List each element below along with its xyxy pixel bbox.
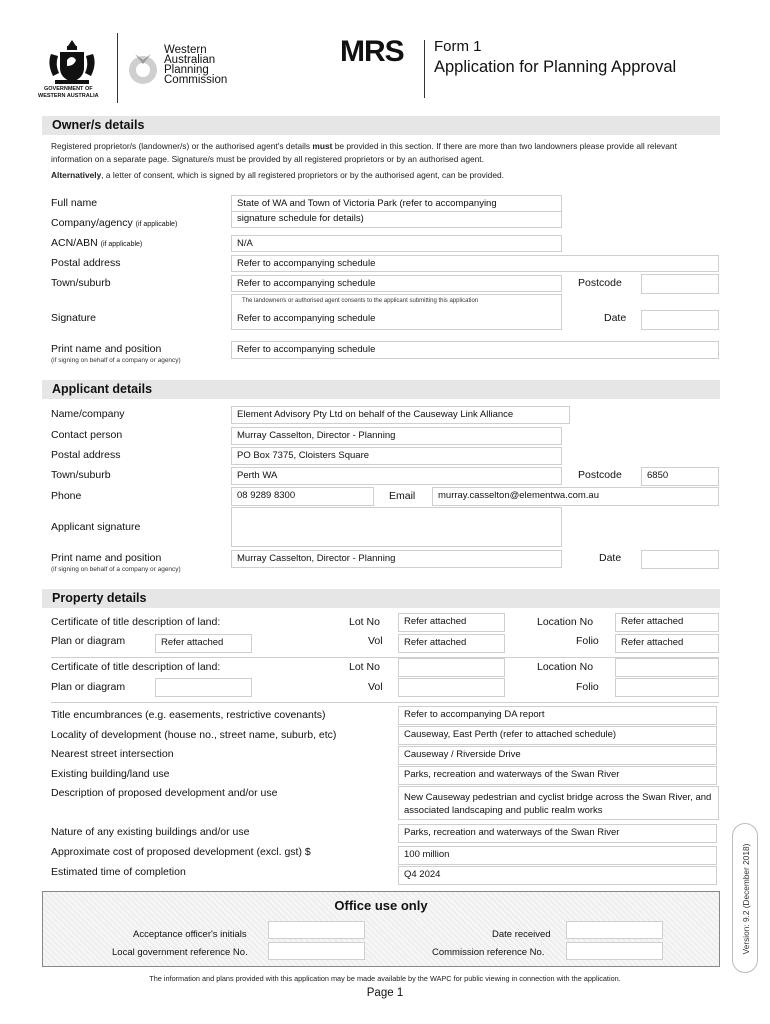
applicant-print-label: Print name and position bbox=[51, 552, 162, 564]
applicant-name-field[interactable]: Element Advisory Pty Ltd on behalf of the Causeway Link Alliance bbox=[231, 406, 570, 424]
nature-label: Nature of any existing buildings and/or use bbox=[51, 826, 250, 838]
form-title: Application for Planning Approval bbox=[434, 58, 677, 76]
completion-field[interactable]: Q4 2024 bbox=[398, 866, 717, 885]
email-label: Email bbox=[389, 490, 416, 502]
applicant-postcode-label: Postcode bbox=[578, 469, 622, 481]
owner-company-field[interactable]: signature schedule for details) bbox=[231, 211, 562, 228]
owners-para2-b: , a letter of consent, which is signed by all registered proprietors or by the authorised agent, can be provided. bbox=[101, 170, 504, 180]
owner-date-field[interactable] bbox=[641, 310, 719, 330]
applicant-print-note: (if signing on behalf of a company or agency) bbox=[51, 566, 181, 573]
contact-label: Contact person bbox=[51, 429, 123, 441]
company-label bbox=[51, 217, 177, 229]
applicant-postal-field[interactable]: PO Box 7375, Cloisters Square bbox=[231, 447, 562, 465]
cert-title-label-2: Certificate of title description of land: bbox=[51, 661, 221, 673]
property-section-heading: Property details bbox=[42, 589, 720, 608]
owners-section-heading: Owner/s details bbox=[42, 116, 720, 135]
owners-para1-must: must bbox=[312, 141, 333, 151]
title-divider bbox=[424, 40, 425, 98]
local-gov-ref-label: Local government reference No. bbox=[112, 947, 248, 958]
folio-field-2[interactable] bbox=[615, 678, 719, 697]
owner-print-note: (if signing on behalf of a company or agency) bbox=[51, 357, 181, 364]
applicant-town-field[interactable]: Perth WA bbox=[231, 467, 562, 485]
owner-signature-label: Signature bbox=[51, 312, 96, 324]
wapc-name-line3: Planning bbox=[164, 64, 209, 76]
wapc-name bbox=[164, 45, 227, 85]
owner-postcode-label: Postcode bbox=[578, 277, 622, 289]
folio-label-2: Folio bbox=[576, 681, 599, 693]
applicant-date-field[interactable] bbox=[641, 550, 719, 569]
owner-postal-field[interactable]: Refer to accompanying schedule bbox=[231, 255, 719, 272]
gov-line2: WESTERN AUSTRALIA bbox=[38, 93, 99, 99]
applicant-signature-field[interactable] bbox=[231, 507, 562, 547]
acn-label-text: ACN/ABN bbox=[51, 237, 98, 249]
applicant-print-field[interactable]: Murray Casselton, Director - Planning bbox=[231, 550, 562, 568]
owner-postal-label: Postal address bbox=[51, 257, 121, 269]
owner-town-field[interactable]: Refer to accompanying schedule bbox=[231, 275, 562, 292]
commission-ref-label: Commission reference No. bbox=[432, 947, 545, 958]
header-divider bbox=[117, 33, 118, 103]
owner-print-label: Print name and position bbox=[51, 343, 162, 355]
completion-label: Estimated time of completion bbox=[51, 866, 186, 878]
applicant-postcode-field[interactable]: 6850 bbox=[641, 467, 719, 486]
phone-label: Phone bbox=[51, 490, 82, 502]
plan-label-2: Plan or diagram bbox=[51, 681, 126, 693]
header bbox=[0, 0, 770, 110]
owner-postcode-field[interactable] bbox=[641, 274, 719, 294]
locality-field[interactable]: Causeway, East Perth (refer to attached schedule) bbox=[398, 726, 717, 745]
vol-field-2[interactable] bbox=[398, 678, 505, 697]
wapc-name-line1: Western bbox=[164, 44, 207, 56]
location-label-1: Location No bbox=[537, 616, 594, 628]
cert-title-label-1: Certificate of title description of land: bbox=[51, 616, 221, 628]
description-field[interactable]: New Causeway pedestrian and cyclist bridge across the Swan River, and associated landscaping and public realm works bbox=[398, 786, 719, 820]
acceptance-label: Acceptance officer's initials bbox=[133, 929, 247, 940]
vol-label-1: Vol bbox=[368, 635, 383, 647]
date-received-label: Date received bbox=[492, 929, 551, 940]
plan-field-1[interactable]: Refer attached bbox=[155, 634, 252, 653]
version-tab bbox=[732, 823, 758, 973]
encumbrances-field[interactable]: Refer to accompanying DA report bbox=[398, 706, 717, 725]
wapc-name-line4: Commission bbox=[164, 74, 228, 86]
local-gov-ref-field[interactable] bbox=[268, 942, 365, 960]
applicant-date-label: Date bbox=[599, 552, 622, 564]
lot-label-1: Lot No bbox=[349, 616, 380, 628]
contact-field[interactable]: Murray Casselton, Director - Planning bbox=[231, 427, 562, 445]
existing-use-label: Existing building/land use bbox=[51, 768, 170, 780]
version-text: Version: 9.2 (December 2018) bbox=[741, 843, 751, 955]
locality-label: Locality of development (house no., street name, suburb, etc) bbox=[51, 729, 337, 741]
owners-instructions bbox=[51, 140, 716, 166]
vol-label-2: Vol bbox=[368, 681, 383, 693]
acn-label-note: (if applicable) bbox=[100, 241, 143, 248]
intersection-field[interactable]: Causeway / Riverside Drive bbox=[398, 746, 717, 765]
date-received-field[interactable] bbox=[566, 921, 663, 939]
owner-signature-field[interactable] bbox=[231, 294, 562, 330]
commission-ref-field[interactable] bbox=[566, 942, 663, 960]
office-use-box bbox=[42, 891, 720, 967]
existing-use-field[interactable]: Parks, recreation and waterways of the Swan River bbox=[398, 766, 717, 785]
gov-line1: GOVERNMENT OF bbox=[44, 86, 93, 92]
location-label-2: Location No bbox=[537, 661, 594, 673]
owners-alternative-note bbox=[51, 169, 716, 182]
location-field-1[interactable]: Refer attached bbox=[615, 613, 719, 632]
description-label: Description of proposed development and/or use bbox=[51, 787, 278, 799]
owner-signature-value: Refer to accompanying schedule bbox=[237, 313, 376, 324]
folio-label-1: Folio bbox=[576, 635, 599, 647]
cost-label: Approximate cost of proposed development (excl. gst) $ bbox=[51, 846, 311, 858]
owner-date-label: Date bbox=[604, 312, 627, 324]
lot-field-1[interactable]: Refer attached bbox=[398, 613, 505, 632]
wapc-logo-icon bbox=[125, 48, 161, 88]
owners-para1-b: be provided in this section. If there are more than two landowners please provide all relevant information on a separate page. Signature/s must be provided by all registered proprietors or by an authorised agent. bbox=[51, 141, 677, 164]
owner-full-name-field[interactable]: State of WA and Town of Victoria Park (refer to accompanying bbox=[231, 195, 562, 212]
property-details-divider bbox=[51, 702, 719, 703]
company-label-text: Company/agency bbox=[51, 217, 133, 229]
consent-note: The landowner/s or authorised agent consents to the applicant submitting this application bbox=[242, 298, 479, 304]
plan-label-1: Plan or diagram bbox=[51, 635, 126, 647]
phone-field[interactable]: 08 9289 8300 bbox=[231, 487, 374, 506]
office-use-heading: Office use only bbox=[334, 898, 428, 913]
acceptance-field[interactable] bbox=[268, 921, 365, 939]
lot-field-2[interactable] bbox=[398, 658, 505, 677]
location-field-2[interactable] bbox=[615, 658, 719, 677]
lot-label-2: Lot No bbox=[349, 661, 380, 673]
email-field[interactable]: murray.casselton@elementwa.com.au bbox=[432, 487, 719, 506]
folio-field-1[interactable]: Refer attached bbox=[615, 634, 719, 653]
owner-print-field[interactable]: Refer to accompanying schedule bbox=[231, 341, 719, 359]
intersection-label: Nearest street intersection bbox=[51, 748, 174, 760]
form-number: Form 1 bbox=[434, 38, 482, 55]
owner-acn-field[interactable]: N/A bbox=[231, 235, 562, 252]
cost-field[interactable]: 100 million bbox=[398, 846, 717, 865]
encumbrances-label: Title encumbrances (e.g. easements, restrictive covenants) bbox=[51, 709, 326, 721]
plan-field-2[interactable] bbox=[155, 678, 252, 697]
applicant-postal-label: Postal address bbox=[51, 449, 121, 461]
owners-para2-alt: Alternatively bbox=[51, 170, 102, 180]
owners-para1-a: Registered proprietor/s (landowner/s) or the authorised agent's details bbox=[51, 141, 313, 151]
applicant-section-heading: Applicant details bbox=[42, 380, 720, 399]
vol-field-1[interactable]: Refer attached bbox=[398, 634, 505, 653]
nature-field[interactable]: Parks, recreation and waterways of the Swan River bbox=[398, 824, 717, 843]
acn-label bbox=[51, 237, 142, 249]
applicant-town-label: Town/suburb bbox=[51, 469, 111, 481]
wa-government-crest-icon bbox=[45, 38, 99, 86]
full-name-label: Full name bbox=[51, 197, 98, 209]
wapc-name-line2: Australian bbox=[164, 54, 216, 66]
page-number: Page 1 bbox=[366, 987, 404, 999]
applicant-name-label: Name/company bbox=[51, 408, 125, 420]
form-acronym: MRS bbox=[340, 35, 404, 68]
company-label-note: (if applicable) bbox=[135, 221, 178, 228]
public-viewing-notice: The information and plans provided with this application may be made available by the WAPC for public viewing in connection with the application. bbox=[149, 974, 621, 983]
owner-town-label: Town/suburb bbox=[51, 277, 111, 289]
applicant-signature-label: Applicant signature bbox=[51, 521, 141, 533]
